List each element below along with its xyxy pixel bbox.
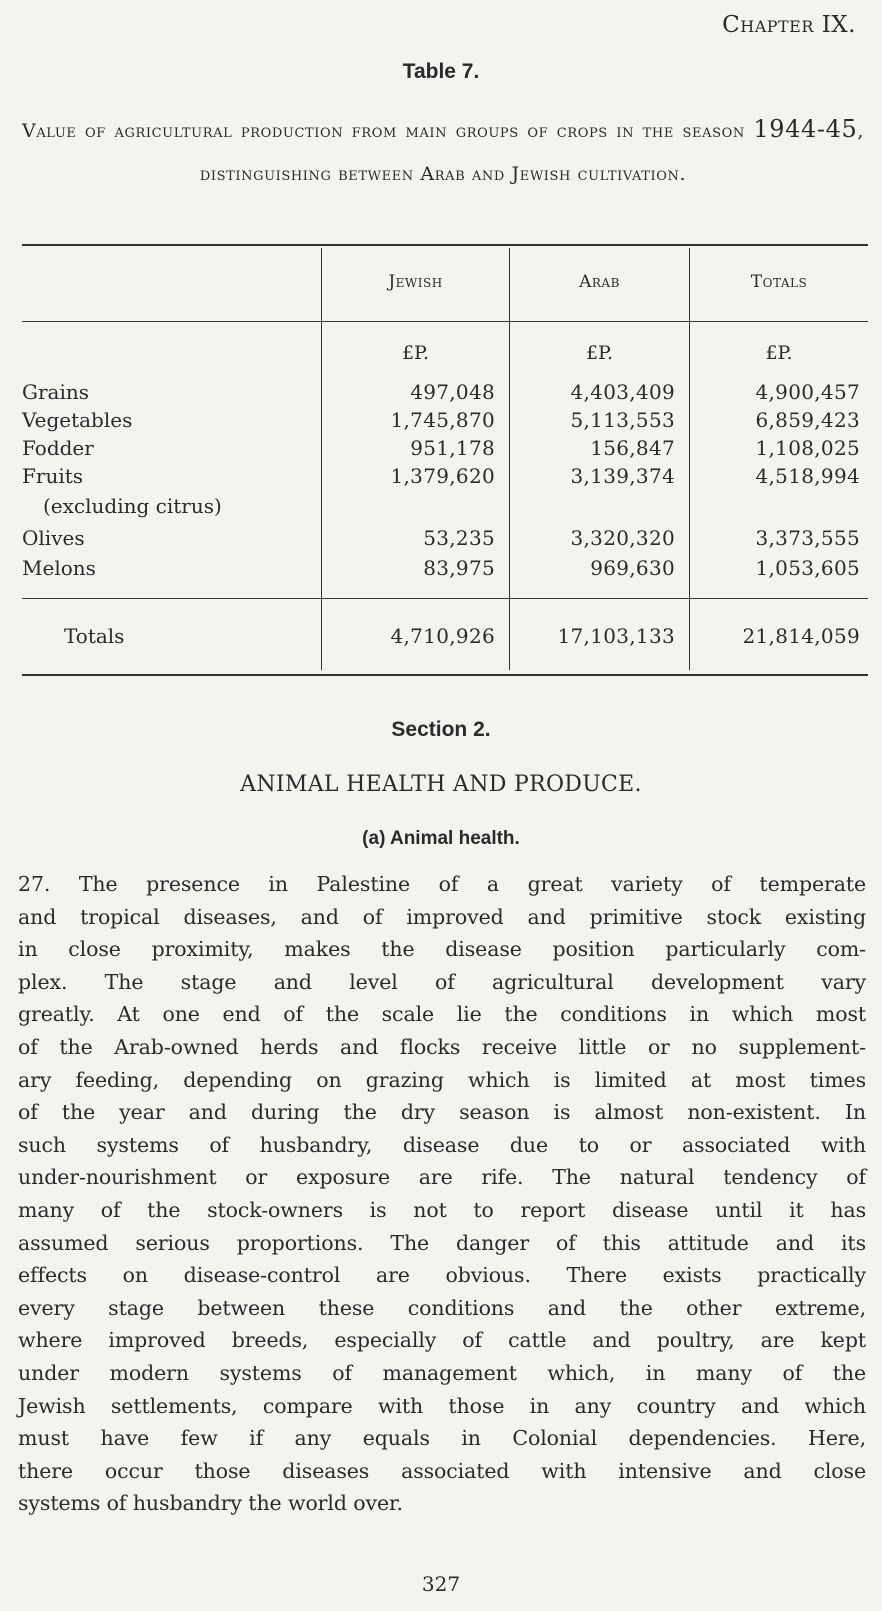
- paragraph-line: and tropical diseases, and of improved and primitive stock existing: [18, 904, 866, 929]
- cell-arab: 156,847: [590, 436, 675, 460]
- page-number: 327: [421, 1572, 461, 1596]
- section-subtitle: ANIMAL HEALTH AND PRODUCE.: [240, 772, 642, 797]
- subsection-title: (a) Animal health.: [362, 828, 520, 849]
- unit-label: £P.: [585, 342, 614, 364]
- caption-part-1: Value of agricultural production from main groups of crops in the season: [22, 120, 754, 142]
- cell-jewish: 1,745,870: [390, 408, 495, 432]
- column-header-arab: Arab: [579, 272, 620, 292]
- paragraph-line: under-nourishment or exposure are rife. The natural tendency of: [18, 1165, 866, 1190]
- cell-total: 4,900,457: [755, 380, 860, 404]
- cell-arab: 4,403,409: [570, 380, 675, 404]
- cell-jewish: 1,379,620: [390, 464, 495, 488]
- paragraph-line: assumed serious proportions. The danger of this attitude and its: [18, 1230, 866, 1255]
- cell-jewish: 83,975: [423, 556, 495, 580]
- total-jewish: 4,710,926: [390, 624, 495, 648]
- cell-arab: 969,630: [590, 556, 675, 580]
- paragraph-line: every stage between these conditions and the other extreme,: [18, 1295, 866, 1320]
- total-arab: 17,103,133: [557, 624, 675, 648]
- row-label: Melons: [22, 556, 96, 580]
- paragraph-line: ary feeding, depending on grazing which is limited at most times: [18, 1067, 866, 1092]
- column-header-jewish: Jewish: [388, 272, 443, 292]
- table-bottom-rule: [22, 674, 868, 676]
- row-label: Fruits: [22, 464, 84, 488]
- production-table: [22, 244, 868, 676]
- chapter-heading: Chapter IX.: [722, 12, 856, 38]
- paragraph-line: in close proximity, makes the disease position particularly com-: [18, 937, 866, 962]
- body-paragraph: [18, 868, 866, 1520]
- paragraph-line: plex. The stage and level of agricultural development vary: [18, 969, 866, 994]
- row-label: Olives: [22, 526, 85, 550]
- cell-total: 1,053,605: [755, 556, 860, 580]
- paragraph-line: of the year and during the dry season is almost non-existent. In: [18, 1100, 866, 1125]
- unit-label: £P.: [401, 342, 430, 364]
- cell-total: 1,108,025: [755, 436, 860, 460]
- totals-rule: [22, 598, 868, 599]
- cell-total: 4,518,994: [755, 464, 860, 488]
- cell-jewish: 53,235: [423, 526, 495, 550]
- row-label: Vegetables: [22, 408, 133, 432]
- table-label: Table 7.: [402, 60, 480, 83]
- cell-arab: 3,139,374: [570, 464, 675, 488]
- paragraph-line: 27. The presence in Palestine of a great variety of temperate: [18, 872, 866, 896]
- paragraph-line: effects on disease-control are obvious. There exists practically: [18, 1263, 866, 1288]
- cell-arab: 3,320,320: [570, 526, 675, 550]
- paragraph-line: must have few if any equals in Colonial dependencies. Here,: [18, 1426, 866, 1451]
- cell-jewish: 951,178: [410, 436, 495, 460]
- paragraph-line: of the Arab-owned herds and flocks receive little or no supplement-: [18, 1034, 866, 1059]
- section-title: Section 2.: [391, 718, 491, 741]
- cell-total: 3,373,555: [755, 526, 860, 550]
- paragraph-line: Jewish settlements, compare with those in any country and which: [18, 1393, 866, 1418]
- paragraph-line: under modern systems of management which, in many of the: [18, 1360, 866, 1385]
- row-sublabel: (excluding citrus): [43, 494, 222, 518]
- paragraph-line: such systems of husbandry, disease due to or associated with: [18, 1132, 866, 1157]
- cell-arab: 5,113,553: [570, 408, 675, 432]
- table-caption: [22, 108, 864, 196]
- unit-label: £P.: [765, 342, 793, 364]
- paragraph-line: greatly. At one end of the scale lie the conditions in which most: [18, 1002, 866, 1027]
- header-rule: [22, 321, 868, 322]
- cell-total: 6,859,423: [755, 408, 860, 432]
- row-label: Grains: [22, 380, 90, 404]
- row-label: Fodder: [22, 436, 94, 460]
- paragraph-line: many of the stock-owners is not to report disease until it has: [18, 1197, 866, 1222]
- total-overall: 21,814,059: [742, 624, 860, 648]
- caption-part-2: , distinguishing between Arab and Jewish cultivation.: [199, 120, 864, 185]
- table-top-rule: [22, 244, 868, 246]
- paragraph-line: where improved breeds, especially of cattle and poultry, are kept: [18, 1328, 866, 1353]
- totals-label: Totals: [64, 624, 125, 648]
- caption-season: 1944-45: [753, 115, 858, 143]
- paragraph-line: there occur those diseases associated with intensive and close: [18, 1458, 866, 1483]
- column-header-totals: Totals: [750, 272, 808, 292]
- paragraph-line: systems of husbandry the world over.: [18, 1491, 403, 1516]
- cell-jewish: 497,048: [410, 380, 495, 404]
